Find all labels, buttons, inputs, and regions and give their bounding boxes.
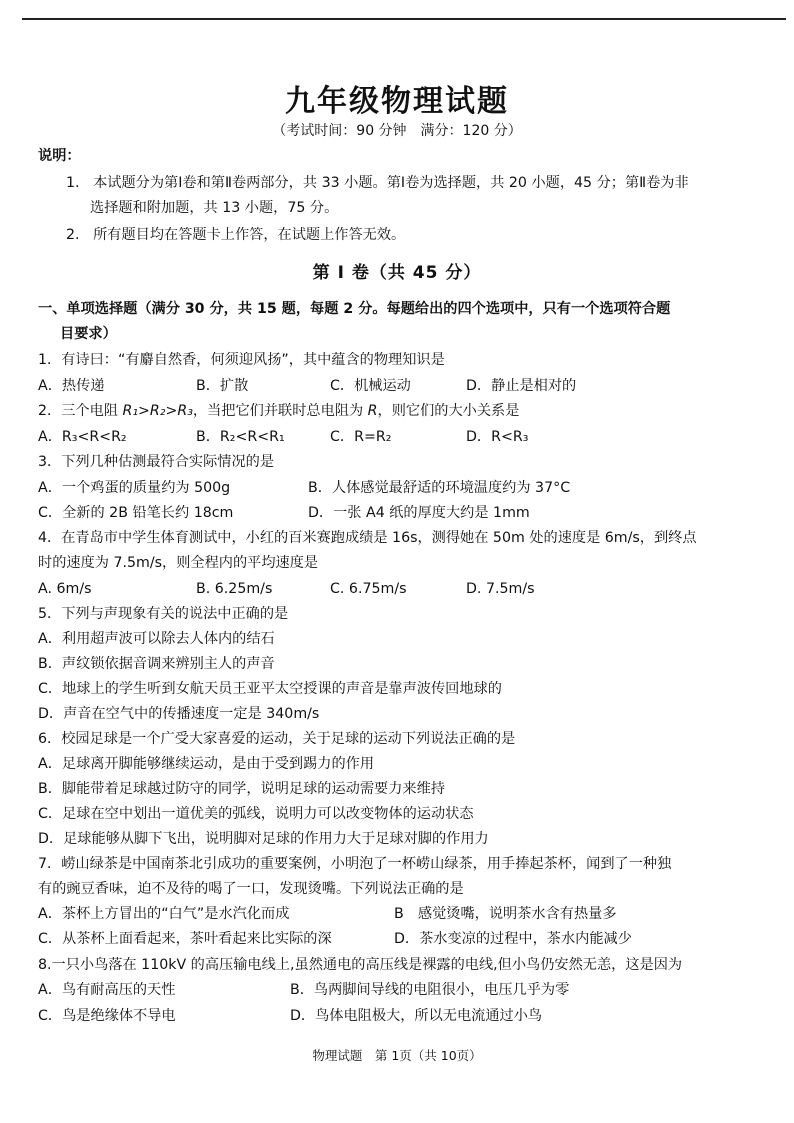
question-4-option-c: C. 6.75m/s [330,581,407,597]
question-1-option-a: A．热传递 [38,378,105,394]
question-3-option-c: C．全新的 2B 铅笔长约 18cm [38,505,234,521]
question-8-option-c: C．鸟是绝缘体不导电 [38,1008,176,1024]
notes-label: 说明： [38,148,81,164]
question-4-option-d: D. 7.5m/s [466,581,535,597]
question-6-option-d: D．足球能够从脚下飞出，说明脚对足球的作用力大于足球对脚的作用力 [38,831,489,847]
note-1-text: 本试题分为第Ⅰ卷和第Ⅱ卷两部分，共 33 小题。第Ⅰ卷为选择题，共 20 小题，45 分；第Ⅱ卷为非 [93,175,689,191]
question-7-stem-continued: 有的豌豆香味，迫不及待的喝了一口，发现烫嘴。下列说法正确的是 [38,881,464,897]
question-7-option-d: D．茶水变凉的过程中，茶水内能减少 [394,931,632,947]
question-8-option-b: B．鸟两脚间导线的电阻很小，电压几乎为零 [290,982,570,998]
question-4-option-b: B. 6.25m/s [196,581,273,597]
question-2-stem-part: ，当把它们并联时总电阻为 [192,403,368,419]
note-1 [66,173,689,193]
page-title: 九年级物理试题 [285,84,509,119]
note-1-continued: 选择题和附加题，共 13 小题，75 分。 [90,200,339,216]
question-4-stem-continued: 时的速度为 7.5m/s，则全程内的平均速度是 [38,555,319,571]
question-2-stem-part: ，则它们的大小关系是 [377,403,520,419]
question-8-stem: 8.一只小鸟落在 110kV 的高压输电线上,虽然通电的高压线是裸露的电线,但小鸟仍安然无恙，这是因为 [38,957,683,973]
question-1-option-b: B．扩散 [196,378,249,394]
question-2-option-d: D．R<R₃ [466,429,529,445]
note-2-text: 所有题目均在答题卡上作答，在试题上作答无效。 [93,227,406,243]
question-2-stem-part: 2．三个电阻 [38,403,123,419]
question-5-option-c: C．地球上的学生听到女航天员王亚平太空授课的声音是靠声波传回地球的 [38,681,502,697]
question-2-resistor-relation: R₁>R₂>R₃ [122,403,193,419]
question-4-option-a: A. 6m/s [38,581,92,597]
note-2 [66,225,405,245]
question-1-stem: 1．有诗曰：“有麝自然香，何须迎风扬”，其中蕴含的物理知识是 [38,352,445,368]
page-footer: 物理试题 第 1页（共 10页） [312,1048,482,1063]
question-4-stem: 4．在青岛市中学生体育测试中，小红的百米赛跑成绩是 16s，测得她在 50m 处的速度是 6m/s，到终点 [38,530,697,546]
question-2-stem [38,401,519,421]
question-6-option-b: B．脚能带着足球越过防守的同学，说明足球的运动需要力来维持 [38,781,445,797]
question-5-option-b: B．声纹锁依据音调来辨别主人的声音 [38,656,275,672]
question-2-option-c: C．R=R₂ [330,429,392,445]
question-6-option-a: A．足球离开脚能够继续运动，是由于受到踢力的作用 [38,756,375,772]
question-6-option-c: C．足球在空中划出一道优美的弧线，说明力可以改变物体的运动状态 [38,806,474,822]
question-2-option-a: A．R₃<R<R₂ [38,429,127,445]
question-5-option-a: A．利用超声波可以除去人体内的结石 [38,631,275,647]
question-8-option-a: A．鸟有耐高压的天性 [38,982,176,998]
question-3-option-d: D．一张 A4 纸的厚度大约是 1mm [308,505,530,521]
question-2-option-b: B．R₂<R<R₁ [196,429,285,445]
question-6-stem: 6．校园足球是一个广受大家喜爱的运动，关于足球的运动下列说法正确的是 [38,731,516,747]
question-7-option-c: C．从茶杯上面看起来，茶叶看起来比实际的深 [38,931,332,947]
question-7-option-b: B 感觉烫嘴，说明茶水含有热量多 [394,906,617,922]
section-1-heading-continued: 目要求） [60,326,117,342]
question-1-option-c: C．机械运动 [330,378,411,394]
question-7-option-a: A．茶杯上方冒出的“白气”是水汽化而成 [38,906,290,922]
question-7-stem: 7．崂山绿茶是中国南茶北引成功的重要案例，小明泡了一杯崂山绿茶，用手捧起茶杯，闻到了一种独 [38,856,672,872]
note-1-number: 1. [66,175,80,191]
question-8-option-d: D．鸟体电阻极大，所以无电流通过小鸟 [290,1008,543,1024]
question-5-option-d: D．声音在空气中的传播速度一定是 340m/s [38,706,320,722]
question-3-option-b: B．人体感觉最舒适的环境温度约为 37°C [308,480,571,496]
question-3-option-a: A．一个鸡蛋的质量约为 500g [38,480,231,496]
exam-info: （考试时间：90 分钟 满分：120 分） [272,123,522,139]
part-1-title: 第 Ⅰ 卷（共 45 分） [312,263,482,283]
section-1-heading: 一、单项选择题（满分 30 分，共 15 题，每题 2 分。每题给出的四个选项中，只有一个选项符合题 [38,301,671,317]
question-5-stem: 5．下列与声现象有关的说法中正确的是 [38,606,289,622]
question-2-total-resistance: R [367,403,378,419]
question-1-option-d: D．静止是相对的 [466,378,577,394]
note-2-number: 2. [66,227,80,243]
top-border-line [22,18,786,20]
question-3-stem: 3．下列几种估测最符合实际情况的是 [38,454,275,470]
